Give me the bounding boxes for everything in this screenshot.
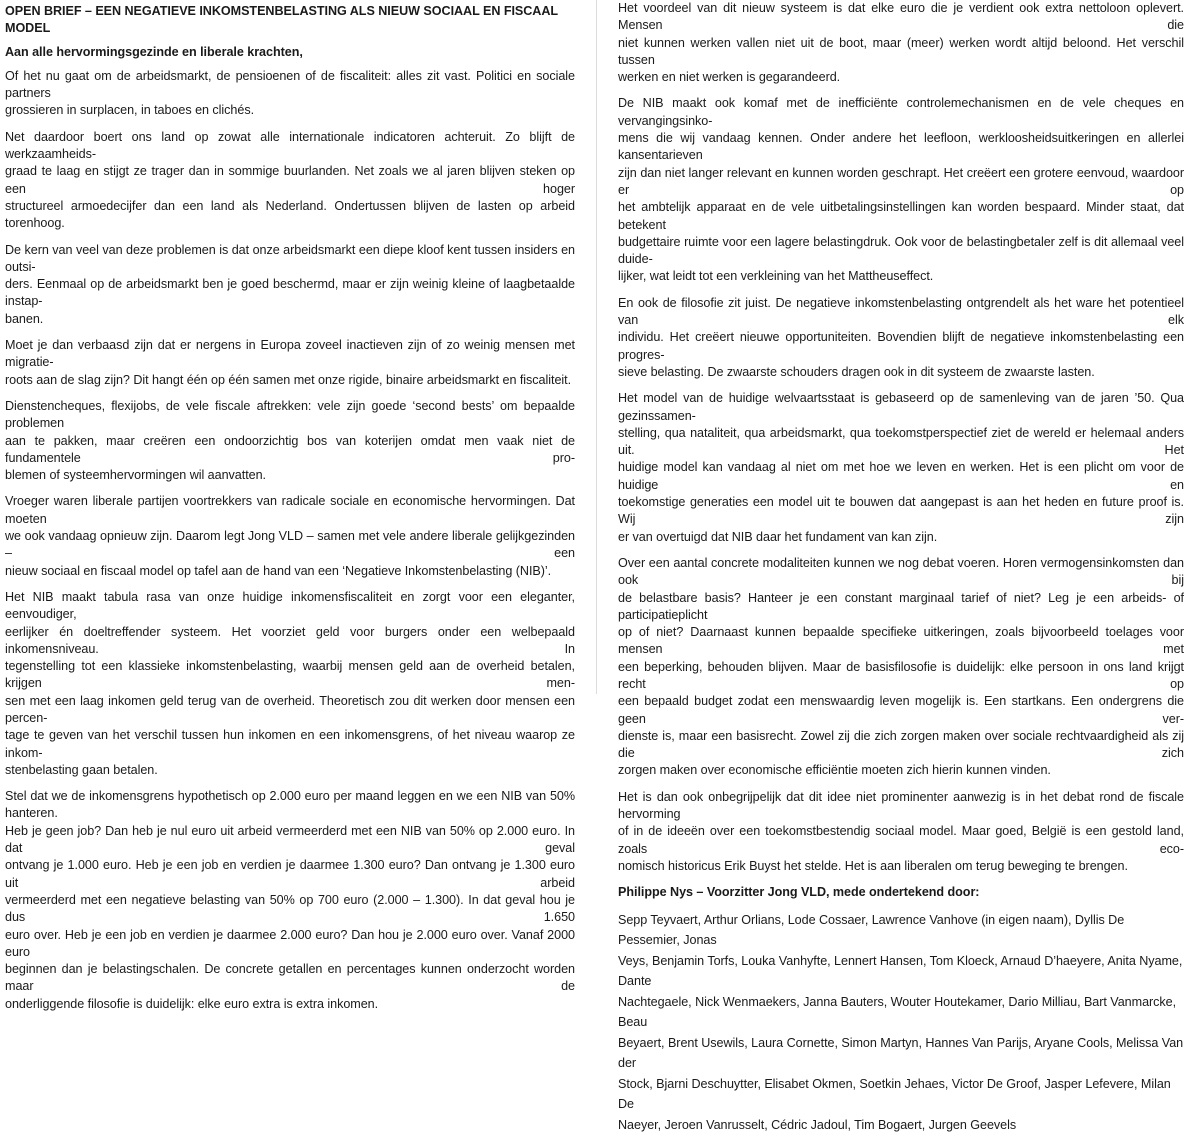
body-paragraph [618,295,1184,381]
text-line: niet kunnen werken vallen niet uit de boot, maar (meer) werken wordt altijd beloond. Het verschil tussen [618,35,1184,67]
text-line: we ook vandaag opnieuw zijn. Daarom legt Jong VLD – samen met vele andere liberale gelijkgezinden – een [5,529,575,561]
text-line: Het NIB maakt tabula rasa van onze huidige inkomensfiscaliteit en zorgt voor een eleganter, eenvoudiger, [5,589,575,622]
text-line: Het voordeel van dit nieuw systeem is dat elke euro die je verdient ook extra nettoloon oplevert. Mensen die [618,1,1184,33]
text-line: het ambtelijk apparaat en de vele uitbetalingsinstellingen kan worden bespaard. Minder staat, dat betekent [618,200,1184,232]
text-line: de belastbare basis? Hanteer je een constant marginaal tarief of niet? Leg je een arbeids- of participatieplicht [618,590,1184,622]
text-line: structureel armoedecijfer dan een land als Nederland. Ondertussen blijven de lasten op arbeid torenhoog. [5,198,575,231]
body-paragraph [5,788,575,1013]
text-line: Vroeger waren liberale partijen voortrekkers van radicale sociale en economische hervormingen. Dat moeten [5,494,575,526]
text-line: ders. Eenmaal op de arbeidsmarkt ben je goed beschermd, maar er zijn weinig kleine of laagbetaalde instap- [5,277,575,309]
body-paragraph [618,95,1184,285]
body-paragraph [5,589,575,779]
text-line: euro over. Heb je een job en verdien je daarmee 2.000 euro? Dan hou je 2.000 euro over. Vanaf 2000 euro [5,927,575,959]
text-line: sen met een laag inkomen geld terug van de overheid. Theoretisch zou dit werken door mensen een percen- [5,693,575,725]
text-line: Over een aantal concrete modaliteiten kunnen we nog debat voeren. Horen vermogensinkomsten dan ook bij [618,555,1184,588]
text-line: En ook de filosofie zit juist. De negatieve inkomstenbelasting ontgrendelt als het ware het potentieel van elk [618,295,1184,328]
body-paragraph [5,398,575,484]
text-line: dienste is, maar een basisrecht. Zowel zij die zich zorgen maken over sociale rechtvaardigheid als zij die zich [618,728,1184,761]
text-line: zijn dan niet langer relevant en kunnen worden geschrapt. Het creëert een grotere eenvoud, waardoor er op [618,165,1184,197]
text-line: nieuw sociaal en fiscaal model op tafel aan de hand van een ‘Negatieve Inkomstenbelasting (NIB)’. [5,563,552,578]
text-line: Het model van de huidige welvaartsstaat is gebaseerd op de samenleving van de jaren ’50. Qua gezinssamen- [618,391,1184,423]
signatories-list [618,910,1184,1135]
body-paragraph [5,68,575,120]
text-line: nomisch historicus Erik Buyst het stelde. Het is aan liberalen om terug beweging te brengen. [618,858,1128,873]
text-line: werken en niet werken is gegarandeerd. [618,70,841,85]
text-line: stelling, qua nataliteit, qua arbeidsmarkt, qua toekomstperspectief ziet de wereld er helemaal anders uit. Het [618,425,1184,458]
body-paragraph [5,129,575,233]
text-line: toekomstige generaties een model uit te bouwen dat aangepast is aan het heden en future proof is. Wij zijn [618,495,1184,527]
text-line: tegenstelling tot een klassieke inkomstenbelasting, waarbij mensen geld aan de overheid betalen, krijgen men- [5,659,575,691]
text-line: Heb je geen job? Dan heb je nul euro uit arbeid vermeerderd met een NIB van 50% op 2.000 euro. In dat geval [5,823,575,856]
body-paragraph [618,390,1184,546]
text-line: Of het nu gaat om de arbeidsmarkt, de pensioenen of de fiscaliteit: alles zit vast. Politici en sociale partners [5,68,575,101]
text-line: een bepaald budget zodat een menswaardig leven mogelijk is. Een startkans. Een ondergrens die geen ver- [618,694,1184,726]
right-column [618,0,1184,1135]
right-body [618,0,1184,875]
text-line: sieve belasting. De zwaarste schouders dragen ook in dit systeem de zwaarste lasten. [618,364,1095,379]
letter-title: OPEN BRIEF – EEN NEGATIEVE INKOMSTENBELASTING ALS NIEUW SOCIAAL EN FISCAAL MODEL [5,4,558,36]
text-line: onderliggende filosofie is duidelijk: elke euro extra is extra inkomen. [5,996,379,1011]
text-line: eerlijker én doeltreffender systeem. Het voorziet geld voor burgers onder een welbepaald inkomensniveau. In [5,624,575,656]
signatories-line: Veys, Benjamin Torfs, Louka Vanhyfte, Lennert Hansen, Tom Kloeck, Arnaud D’haeyere, Anita Nyame, Dante [618,953,1183,989]
text-line: Moet je dan verbaasd zijn dat er nergens in Europa zoveel inactieven zijn of zo weinig mensen met migratie- [5,338,575,370]
text-line: graad te laag en stijgt ze trager dan in sommige buurlanden. Net zoals we al jaren blijven steken op een hoger [5,164,575,196]
text-line: Het is dan ook onbegrijpelijk dat dit idee niet prominenter aanwezig is in het debat rond de fiscale hervorming [618,789,1184,822]
body-paragraph [618,789,1184,875]
text-line: beginnen dan je belastingschalen. De concrete getallen en percentages kunnen onderzocht worden maar de [5,962,575,994]
text-line: Stel dat we de inkomensgrens hypothetisch op 2.000 euro per maand leggen en we een NIB van 50% hanteren. [5,789,575,821]
signatories-line: Stock, Bjarni Deschuytter, Elisabet Okmen, Soetkin Jehaes, Victor De Groof, Jasper Lefevere, Milan De [618,1076,1171,1112]
text-line: individu. Het creëert nieuwe opportuniteiten. Bovendien blijft de negatieve inkomstenbelasting een progres- [618,330,1184,362]
body-paragraph [618,0,1184,86]
text-line: of in de ideeën over een toekomstbestendig sociaal model. Maar goed, België is een gestold land, zoals eco- [618,824,1184,856]
text-line: banen. [5,311,44,326]
signature-line: Philippe Nys – Voorzitter Jong VLD, mede ondertekend door: [618,885,980,900]
text-line: ontvang je 1.000 euro. Heb je een job en verdien je daarmee 1.300 euro? Dan ontvang je 1.300 euro uit arbeid [5,858,575,890]
text-line: Dienstencheques, flexijobs, de vele fiscale aftrekken: vele zijn goede ‘second bests’ om bepaalde problemen [5,398,575,431]
text-line: lijker, wat leidt tot een verkleining van het Mattheuseffect. [618,269,934,284]
text-line: De kern van veel van deze problemen is dat onze arbeidsmarkt een diepe kloof kent tussen insiders en outsi- [5,242,575,274]
text-line: vermeerderd met een negatieve belasting van 50% op 700 euro (2.000 – 1.300). In dat geval hou je dus 1.650 [5,892,575,925]
text-line: aan te pakken, maar creëren een ondoorzichtig bos van koterijen omdat men vaak niet de fundamentele pro- [5,433,575,465]
text-line: een beperking, behouden blijven. Maar de basisfilosofie is duidelijk: elke persoon in ons land krijgt recht op [618,659,1184,691]
body-paragraph [618,555,1184,780]
left-column [5,0,575,1022]
text-line: grossieren in surplacen, in taboes en clichés. [5,103,255,118]
text-line: stenbelasting gaan betalen. [5,762,158,777]
text-line: tage te geven van het verschil tussen hun inkomen en een inkomensgrens, of het niveau waarop ze inkom- [5,728,575,760]
text-line: budgettaire ruimte voor een lagere belastingdruk. Ook voor de belastingbetaler zelf is dit allemaal veel duide- [618,234,1184,267]
greeting: Aan alle hervormingsgezinde en liberale krachten, [5,44,303,59]
body-paragraph [5,493,575,579]
column-divider [596,0,597,694]
signatories-line: Sepp Teyvaert, Arthur Orlians, Lode Cossaer, Lawrence Vanhove (in eigen naam), Dyllis De Pessemier, Jonas [618,912,1125,948]
body-paragraph [5,242,575,328]
text-line: Net daardoor boert ons land op zowat alle internationale indicatoren achteruit. Zo blijft de werkzaamheids- [5,129,575,162]
text-line: op of niet? Daarnaast kunnen bepaalde specifieke uitkeringen, zoals bijvoorbeeld toelages voor mensen met [618,625,1184,657]
text-line: De NIB maakt ook komaf met de inefficiënte controlemechanismen en de vele cheques en vervangingsinko- [618,96,1184,128]
signatories-line: Naeyer, Jeroen Vanrusselt, Cédric Jadoul, Tim Bogaert, Jurgen Geevels [618,1117,1017,1132]
text-line: roots aan de slag zijn? Dit hangt één op één samen met onze rigide, binaire arbeidsmarkt en fiscaliteit. [5,372,572,387]
text-line: mens die wij vandaag kennen. Onder andere het leefloon, werkloosheidsuitkeringen en allerlei kansentarieven [618,131,1184,163]
text-line: er van overtuigd dat NIB daar het fundament van kan zijn. [618,529,938,544]
signatories-line: Beyaert, Brent Usewils, Laura Cornette, Simon Martyn, Hannes Van Parijs, Aryane Cools, Melissa Van der [618,1035,1184,1071]
text-line: blemen of systeemhervormingen wil aanvatten. [5,468,267,483]
body-paragraph [5,337,575,389]
text-line: zorgen maken over economische efficiëntie moeten zich hierin kunnen vinden. [618,763,1051,778]
signatories-line: Nachtegaele, Nick Wenmaekers, Janna Bauters, Wouter Houtekamer, Dario Milliau, Bart Vanmarcke, Beau [618,994,1177,1030]
text-line: huidige model kan vandaag al niet om met hoe we leven en werken. Het is een plicht om voor de huidige en [618,460,1184,492]
left-body [5,68,575,1013]
